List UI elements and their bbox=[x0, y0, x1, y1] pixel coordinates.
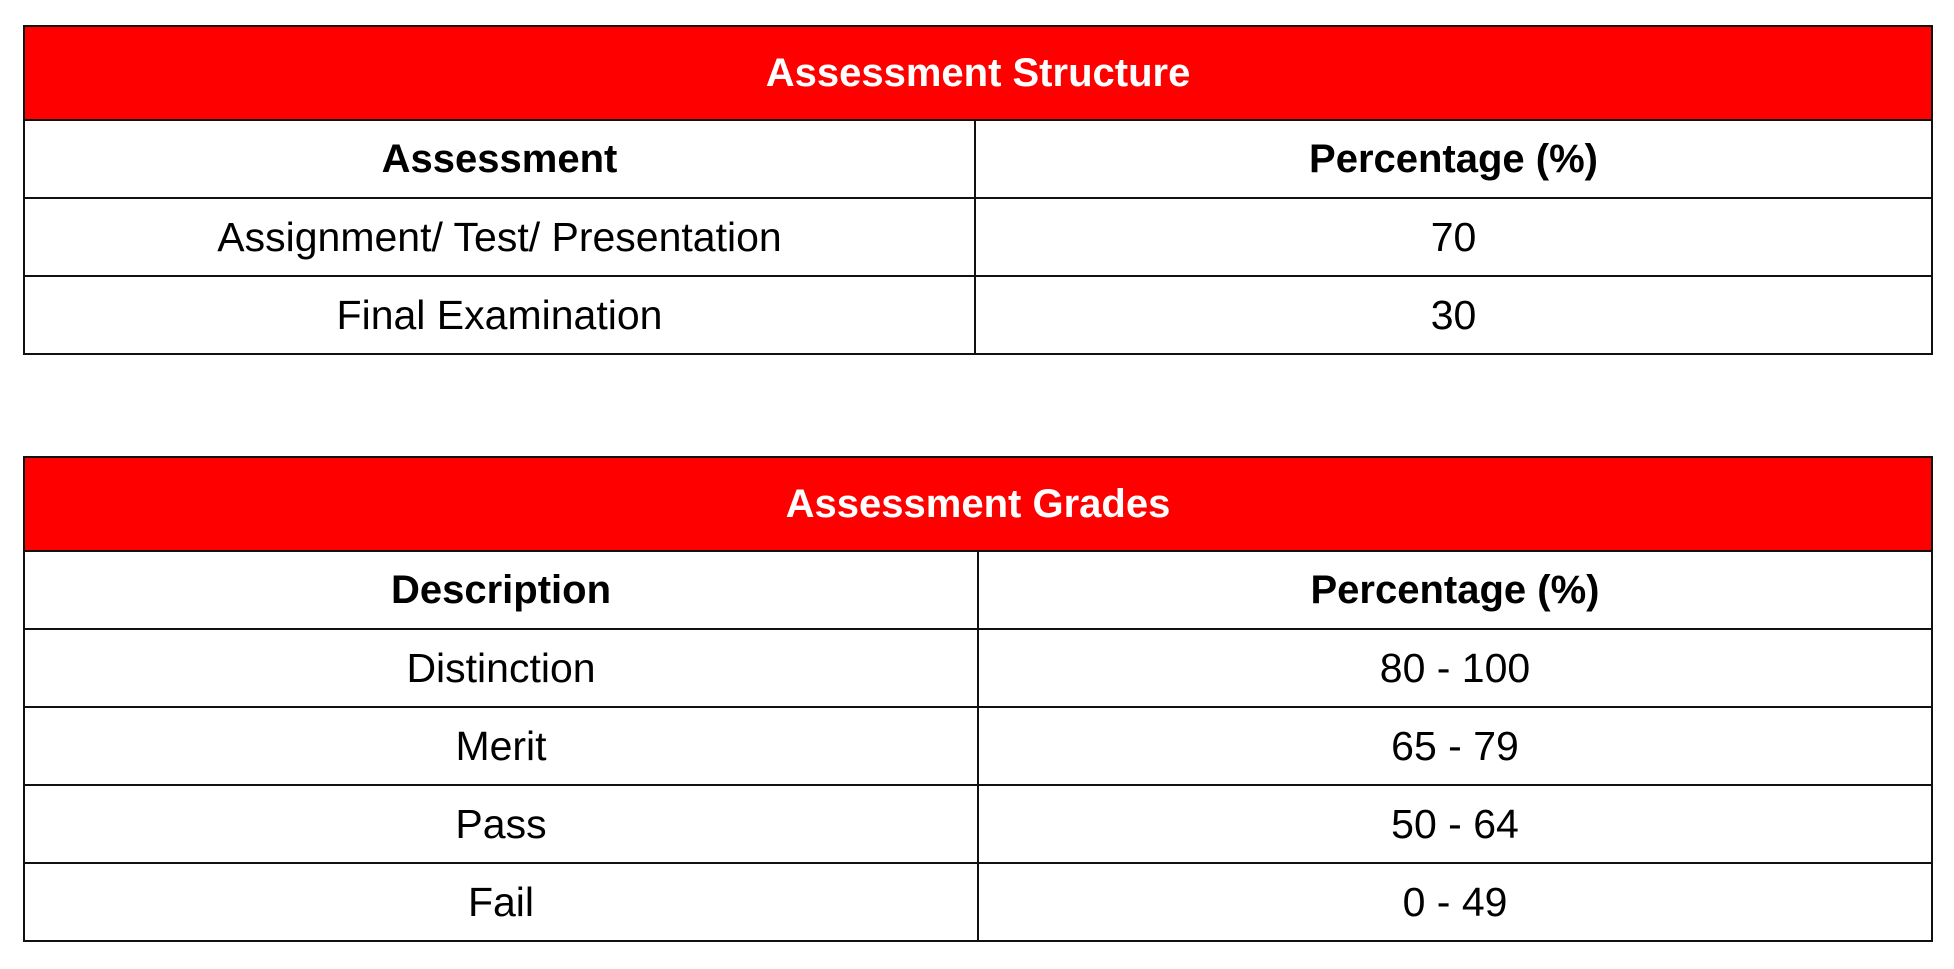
table-header-row bbox=[24, 551, 1932, 629]
table-row bbox=[24, 629, 1932, 707]
grade-description-cell: Pass bbox=[24, 785, 978, 863]
grade-percentage-cell: 0 - 49 bbox=[978, 863, 1932, 941]
assessment-percentage-cell: 70 bbox=[975, 198, 1932, 276]
assessment-grades-table bbox=[23, 456, 1933, 942]
column-header-percentage: Percentage (%) bbox=[978, 551, 1932, 629]
table-row bbox=[24, 863, 1932, 941]
table-title-row bbox=[24, 457, 1932, 551]
assessment-structure-title: Assessment Structure bbox=[24, 26, 1932, 120]
table-row bbox=[24, 198, 1932, 276]
grade-percentage-cell: 65 - 79 bbox=[978, 707, 1932, 785]
assessment-name-cell: Assignment/ Test/ Presentation bbox=[24, 198, 975, 276]
table-title-row bbox=[24, 26, 1932, 120]
assessment-percentage-cell: 30 bbox=[975, 276, 1932, 354]
grade-percentage-cell: 50 - 64 bbox=[978, 785, 1932, 863]
grade-description-cell: Merit bbox=[24, 707, 978, 785]
table-header-row bbox=[24, 120, 1932, 198]
column-header-description: Description bbox=[24, 551, 978, 629]
assessment-name-cell: Final Examination bbox=[24, 276, 975, 354]
column-header-assessment: Assessment bbox=[24, 120, 975, 198]
grade-description-cell: Fail bbox=[24, 863, 978, 941]
assessment-structure-table bbox=[23, 25, 1933, 355]
grade-percentage-cell: 80 - 100 bbox=[978, 629, 1932, 707]
table-row bbox=[24, 707, 1932, 785]
table-row bbox=[24, 276, 1932, 354]
column-header-percentage: Percentage (%) bbox=[975, 120, 1932, 198]
assessment-grades-title: Assessment Grades bbox=[24, 457, 1932, 551]
table-row bbox=[24, 785, 1932, 863]
grade-description-cell: Distinction bbox=[24, 629, 978, 707]
